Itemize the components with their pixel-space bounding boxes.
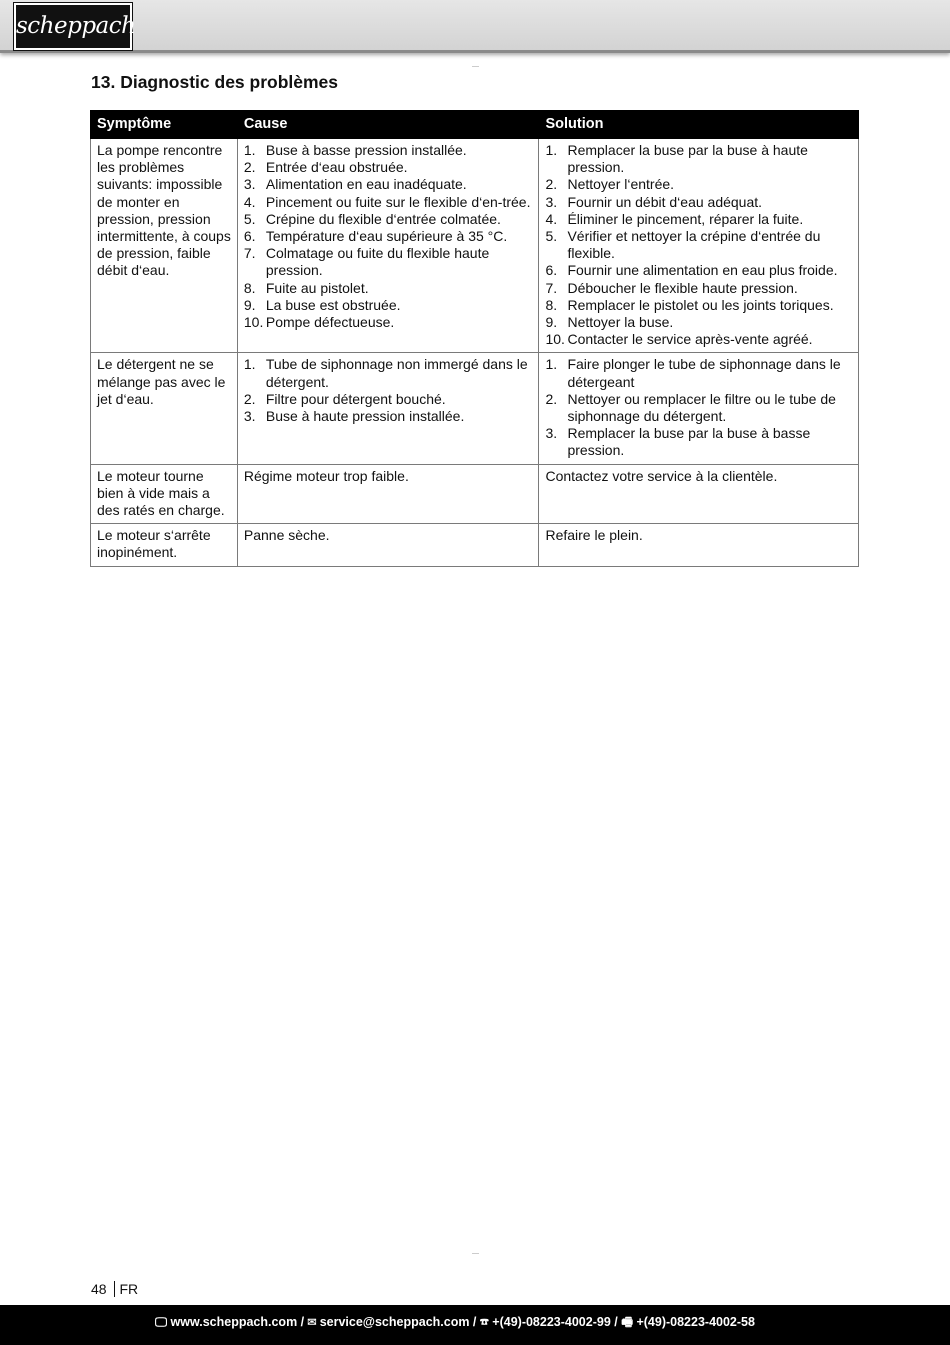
list-item — [545, 356, 852, 390]
list-item — [545, 280, 852, 297]
item-number: 8. — [545, 296, 558, 313]
cause-cell — [237, 353, 539, 464]
list-item — [545, 194, 852, 211]
solution-cell: Contactez votre service à la clientèle. — [539, 464, 859, 524]
item-number: 4. — [545, 210, 558, 227]
item-text: Filtre pour détergent bouché. — [265, 390, 446, 407]
list-item — [545, 176, 852, 193]
cause-list — [244, 356, 533, 425]
item-text: Fuite au pistolet. — [265, 279, 369, 296]
list-item — [244, 142, 533, 159]
item-text: Buse à basse pression installée. — [265, 142, 467, 158]
crop-mark — [472, 66, 479, 67]
list-item — [244, 280, 533, 297]
list-item — [545, 228, 852, 262]
contact-line: 🖵 www.scheppach.com / ✉ service@scheppach.com / ☎ +(49)-08223-4002-99 / 🖷 +(49)-08223-4002-58 — [155, 1315, 755, 1329]
table-row — [91, 353, 859, 464]
table-row — [91, 139, 859, 353]
item-text: Remplacer la buse par la buse à basse pression. — [567, 425, 811, 459]
cause-cell: Panne sèche. — [237, 524, 539, 566]
list-item — [545, 297, 852, 314]
list-item — [244, 391, 533, 408]
symptom-cell: Le moteur s‘arrête inopinément. — [91, 524, 238, 566]
item-text: Remplacer la buse par la buse à haute pression. — [567, 142, 808, 176]
solution-list — [545, 356, 852, 459]
item-text: Nettoyer ou remplacer le filtre ou le tube de siphonnage du détergent. — [567, 390, 836, 425]
item-number: 9. — [545, 314, 558, 331]
item-text: Fournir un débit d‘eau adéquat. — [567, 193, 763, 210]
solution-cell: Refaire le plein. — [539, 524, 859, 566]
item-number: 6. — [243, 228, 256, 245]
footer-bar — [0, 1305, 950, 1345]
cause-list — [244, 142, 533, 331]
item-number: 6. — [545, 262, 558, 279]
column-header-cause: Cause — [237, 111, 539, 139]
solution-list — [545, 142, 852, 348]
item-text: Contacter le service après-vente agréé. — [567, 331, 813, 348]
list-item — [545, 314, 852, 331]
item-text: Déboucher le flexible haute pression. — [567, 279, 798, 296]
separator — [114, 1281, 115, 1297]
item-number: 7. — [243, 245, 256, 262]
item-text: Vérifier et nettoyer la crépine d‘entrée du flexible. — [567, 228, 821, 262]
table-header-row — [91, 111, 859, 139]
table-row — [91, 524, 859, 566]
item-text: Colmatage ou fuite du flexible haute pression. — [265, 245, 490, 279]
item-text: Pompe défectueuse. — [265, 314, 395, 331]
list-item — [244, 408, 533, 425]
item-number: 7. — [545, 279, 558, 296]
item-number: 1. — [243, 142, 256, 158]
item-number: 10. — [545, 331, 565, 348]
item-text: Buse à haute pression installée. — [265, 408, 465, 425]
item-text: Pincement ou fuite sur le flexible d‘en-trée. — [265, 193, 531, 210]
table-row — [91, 464, 859, 524]
item-text: Nettoyer la buse. — [567, 314, 674, 331]
item-text: Entrée d‘eau obstruée. — [265, 159, 408, 176]
item-number: 2. — [545, 176, 558, 193]
list-item — [545, 142, 852, 176]
list-item — [545, 425, 852, 459]
list-item — [244, 211, 533, 228]
list-item — [545, 331, 852, 348]
page-number-value: 48 — [91, 1281, 107, 1297]
item-number: 1. — [545, 142, 558, 158]
symptom-cell: Le détergent ne se mélange pas avec le jet d‘eau. — [91, 353, 238, 464]
troubleshooting-table — [90, 110, 859, 567]
item-number: 3. — [243, 176, 256, 193]
list-item — [244, 314, 533, 331]
item-number: 1. — [545, 356, 558, 373]
item-number: 3. — [243, 408, 256, 425]
item-text: Alimentation en eau inadéquate. — [265, 176, 467, 193]
cause-cell: Régime moteur trop faible. — [237, 464, 539, 524]
list-item — [545, 391, 852, 425]
column-header-solution: Solution — [539, 111, 859, 139]
crop-mark — [472, 1253, 479, 1254]
item-number: 9. — [243, 296, 256, 313]
item-text: Faire plonger le tube de siphonnage dans le détergeant — [567, 356, 841, 390]
item-number: 8. — [243, 279, 256, 296]
item-text: Nettoyer l‘entrée. — [567, 176, 675, 193]
item-text: Température d‘eau supérieure à 35 °C. — [265, 228, 508, 245]
list-item — [244, 356, 533, 390]
item-number: 3. — [545, 425, 558, 442]
item-number: 5. — [243, 210, 256, 227]
scheppach-logo: scheppach — [14, 3, 132, 50]
item-text: Crépine du flexible d‘entrée colmatée. — [265, 210, 501, 227]
item-text: Remplacer le pistolet ou les joints toriques. — [567, 296, 834, 313]
section-title: 13. Diagnostic des problèmes — [91, 72, 339, 92]
cause-cell — [237, 139, 539, 353]
list-item — [244, 176, 533, 193]
solution-cell — [539, 139, 859, 353]
list-item — [244, 245, 533, 279]
item-number: 2. — [243, 390, 256, 407]
list-item — [244, 159, 533, 176]
item-number: 5. — [545, 228, 558, 245]
item-text: Tube de siphonnage non immergé dans le détergent. — [265, 356, 528, 390]
page-header — [0, 0, 950, 53]
item-number: 10. — [243, 314, 264, 331]
item-number: 2. — [545, 390, 558, 407]
item-number: 1. — [243, 356, 256, 373]
item-text: Éliminer le pincement, réparer la fuite. — [567, 210, 804, 227]
symptom-cell: La pompe rencontre les problèmes suivants: impossible de monter en pression, pression intermittente, à coups de pression, faible débit d‘eau. — [91, 139, 238, 353]
language-code: FR — [119, 1281, 139, 1297]
item-text: La buse est obstruée. — [265, 296, 401, 313]
page-number — [91, 1281, 138, 1297]
item-number: 2. — [243, 159, 256, 176]
column-header-symptom: Symptôme — [91, 111, 238, 139]
list-item — [244, 228, 533, 245]
solution-cell — [539, 353, 859, 464]
list-item — [545, 211, 852, 228]
item-number: 4. — [243, 193, 256, 210]
list-item — [244, 297, 533, 314]
list-item — [244, 194, 533, 211]
item-number: 3. — [545, 193, 558, 210]
list-item — [545, 262, 852, 279]
symptom-cell: Le moteur tourne bien à vide mais a des ratés en charge. — [91, 464, 238, 524]
item-text: Fournir une alimentation en eau plus froide. — [567, 262, 838, 279]
